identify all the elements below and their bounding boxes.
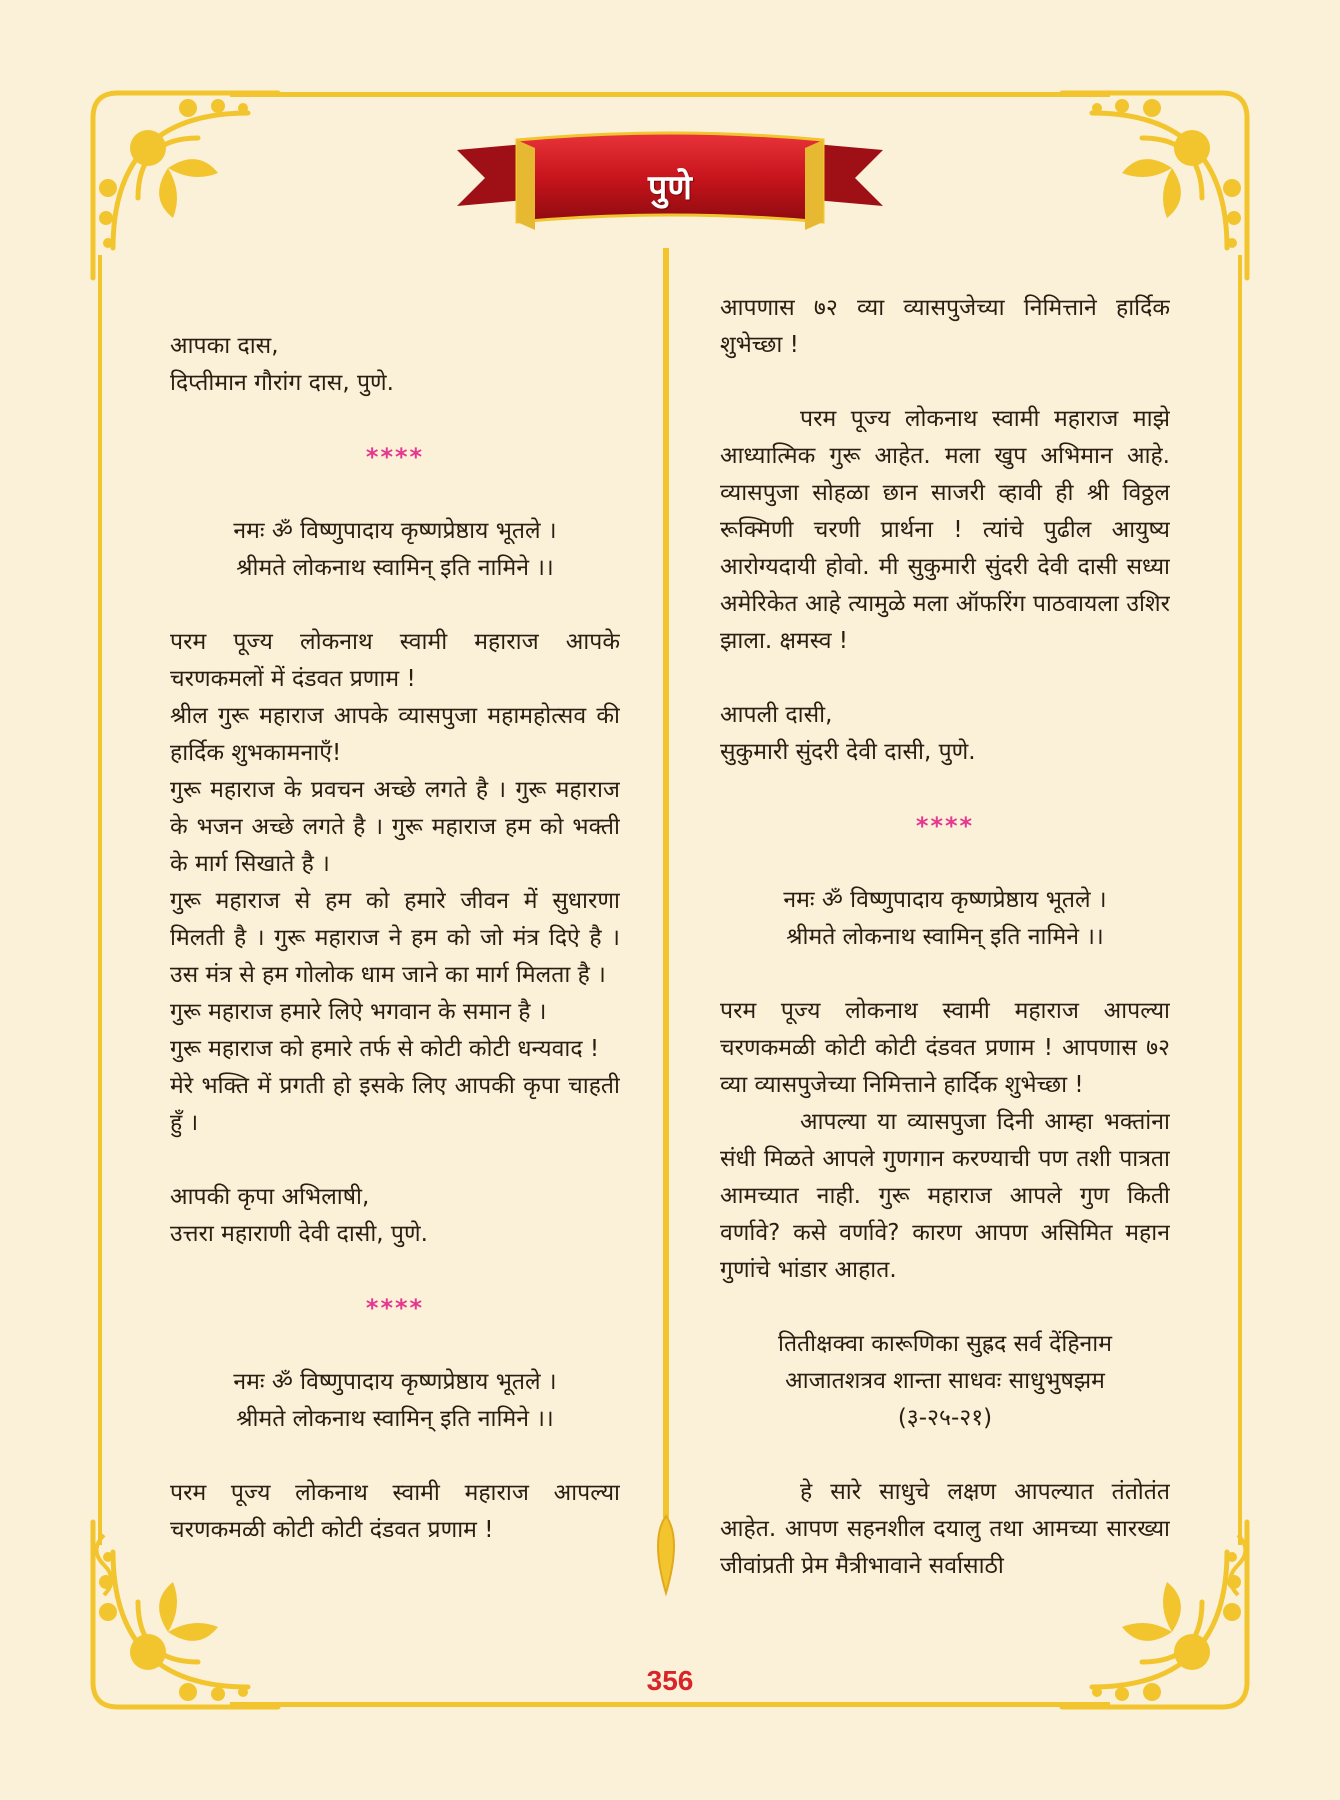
column-divider bbox=[646, 248, 686, 1598]
mantra-line-2: श्रीमते लोकनाथ स्वामिन् इति नामिने ।। bbox=[236, 1406, 554, 1432]
corner-ornament-top-left bbox=[78, 78, 288, 288]
corner-ornament-top-right bbox=[1052, 78, 1262, 288]
mantra-line-2: श्रीमते लोकनाथ स्वामिन् इति नामिने ।। bbox=[786, 924, 1104, 950]
offering-paragraph: आपल्या या व्यासपुजा दिनी आम्हा भक्तांना संधी मिळते आपले गुणगान करण्याची पण तशी पात्रता आमच्यात नाही. गुरू महाराज आपले गुण किती वर्णावे? कसे वर्णावे? कारण आपण असिमित महान गुणांचे भांडार आहात. bbox=[720, 1109, 1170, 1283]
shloka-line-1: तितीक्षक्वा कारूणिका सुह्रद सर्व देंहिनाम bbox=[777, 1331, 1113, 1357]
frame-left-line bbox=[98, 255, 102, 1545]
frame-right-line bbox=[1238, 255, 1242, 1545]
separator-stars: **** bbox=[365, 1294, 425, 1322]
offering-paragraph: गुरू महाराज से हम को हमारे जीवन में सुधारणा मिलती है । गुरू महाराज ने हम को जो मंत्र दिऐ है । उस मंत्र से हम गोलोक धाम जाने का मार्ग मिलता है । bbox=[170, 888, 620, 988]
right-side-ornament bbox=[1218, 1530, 1258, 1600]
signoff-name: सुकुमारी सुंदरी देवी दासी, पुणे. bbox=[720, 739, 976, 765]
offering-paragraph: गुरू महाराज हमारे लिऐ भगवान के समान है । bbox=[170, 999, 547, 1025]
offering-paragraph: आपणास ७२ व्या व्यासपुजेच्या निमित्ताने हार्दिक शुभेच्छा ! bbox=[720, 295, 1170, 358]
separator-stars: **** bbox=[365, 443, 425, 471]
offering-paragraph: मेरे भक्ति में प्रगती हो इसके लिए आपकी कृपा चाहती हुँ । bbox=[170, 1073, 620, 1136]
signoff-greeting: आपका दास, bbox=[170, 333, 279, 359]
shloka-line-2: आजातशत्रव शान्ता साधवः साधुभुषझम bbox=[785, 1368, 1105, 1394]
signoff-name: उत्तरा महाराणी देवी दासी, पुणे. bbox=[170, 1221, 428, 1247]
signoff-greeting: आपली दासी, bbox=[720, 702, 833, 728]
frame-top-line bbox=[230, 92, 1110, 97]
offering-paragraph: परम पूज्य लोकनाथ स्वामी महाराज आपल्या चरणकमळी कोटी कोटी दंडवत प्रणाम ! bbox=[170, 1480, 620, 1543]
offering-paragraph: परम पूज्य लोकनाथ स्वामी महाराज माझे आध्यात्मिक गुरू आहेत. मला खुप अभिमान आहे. व्यासपुजा सोहळा छान साजरी व्हावी ही श्री विठ्ठल रूक्मिणी चरणी प्रार्थना ! त्यांचे पुढील आयुष्य आरोग्यदायी होवो. मी सुकुमारी सुंदरी देवी दासी सध्या अमेरिकेत आहे त्यामुळे मला ऑफरिंग पाठवायला उशिर झाला. क्षमस्व ! bbox=[720, 406, 1170, 654]
offering-paragraph: परम पूज्य लोकनाथ स्वामी महाराज आपल्या चरणकमळी कोटी कोटी दंडवत प्रणाम ! आपणास ७२ व्या व्यासपुजेच्या निमित्ताने हार्दिक शुभेच्छा ! bbox=[720, 998, 1170, 1098]
offering-paragraph: गुरू महाराज के प्रवचन अच्छे लगते है । गुरू महाराज के भजन अच्छे लगते है । गुरू महाराज हम को भक्ती के मार्ग सिखाते है । bbox=[170, 777, 620, 877]
shloka-reference: (३-२५-२१) bbox=[897, 1405, 993, 1431]
offering-paragraph: श्रील गुरू महाराज आपके व्यासपुजा महामहोत्सव की हार्दिक शुभकामनाएँ! bbox=[170, 703, 620, 766]
mantra-line-1: नमः ॐ विष्णुपादाय कृष्णप्रेष्ठाय भूतले । bbox=[233, 518, 557, 544]
page-title: पुणे bbox=[648, 168, 692, 208]
left-side-ornament bbox=[84, 1530, 124, 1600]
right-column bbox=[720, 290, 1170, 1620]
left-column bbox=[170, 328, 620, 1658]
offering-paragraph: गुरू महाराज को हमारे तर्फ से कोटी कोटी धन्यवाद ! bbox=[170, 1036, 600, 1062]
mantra-line-1: नमः ॐ विष्णुपादाय कृष्णप्रेष्ठाय भूतले । bbox=[783, 887, 1107, 913]
mantra-line-1: नमः ॐ विष्णुपादाय कृष्णप्रेष्ठाय भूतले । bbox=[233, 1369, 557, 1395]
signoff-greeting: आपकी कृपा अभिलाषी, bbox=[170, 1184, 370, 1210]
frame-bottom-line bbox=[230, 1702, 1110, 1707]
mantra-line-2: श्रीमते लोकनाथ स्वामिन् इति नामिने ।। bbox=[236, 555, 554, 581]
offering-paragraph: परम पूज्य लोकनाथ स्वामी महाराज आपके चरणकमलों में दंडवत प्रणाम ! bbox=[170, 629, 620, 692]
offering-paragraph: हे सारे साधुचे लक्षण आपल्यात तंतोतंत आहेत. आपण सहनशील दयालु तथा आमच्या सारख्या जीवांप्रती प्रेम मैत्रीभावाने सर्वासाठी bbox=[720, 1479, 1170, 1579]
separator-stars: **** bbox=[915, 812, 975, 840]
page-number: 356 bbox=[646, 1665, 694, 1696]
signoff-name: दिप्तीमान गौरांग दास, पुणे. bbox=[170, 370, 394, 396]
